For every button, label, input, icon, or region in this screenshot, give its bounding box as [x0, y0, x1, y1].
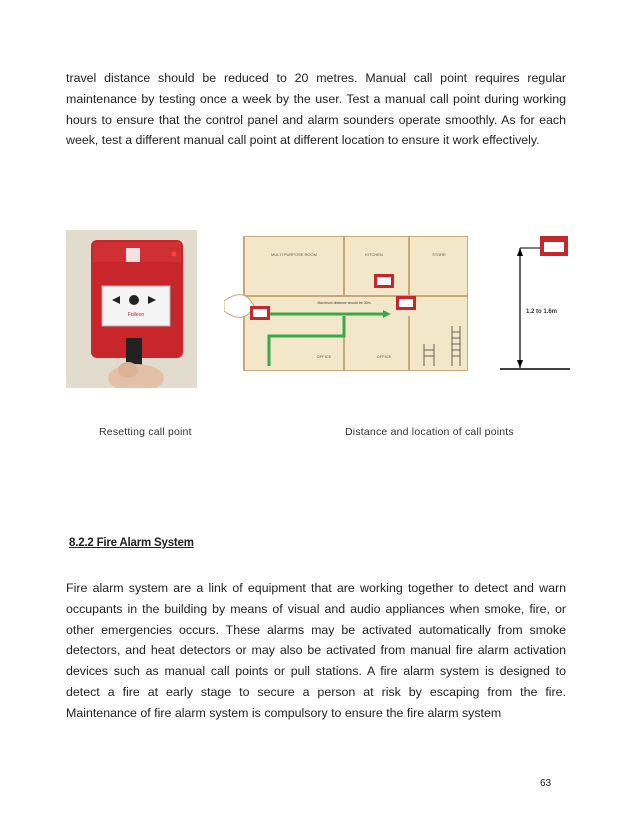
- room-label-office-1: OFFICE: [316, 354, 332, 359]
- photo-brand-text: Fulleon: [127, 312, 145, 318]
- page-number: 63: [540, 778, 552, 789]
- photo-caption: Resetting call point: [99, 426, 192, 438]
- mounting-height-diagram: [500, 236, 570, 371]
- room-label-office-2: OFFICE: [376, 354, 392, 359]
- room-label-multi-purpose: MULTI PURPOSE ROOM: [271, 252, 317, 257]
- body-paragraph-2: Fire alarm system are a link of equipment that are working together to detect and warn occupants in the building by means of visual and audio appliances when smoke, fire, or other emergencies occurs. These alarms may be activated automatically from smoke detectors, and heat detectors or may also be activated from manual fire alarm activation devices such as manual call points or pull stations. A fire alarm system is designed to detect a fire at early stage to secure a person at risk by escaping from the fire. Maintenance of fire alarm system is compulsory to ensure the fire alarm system: [66, 581, 566, 720]
- height-label: 1.2 to 1.6m: [526, 309, 558, 315]
- call-point-photo: [66, 230, 197, 388]
- body-paragraph-1: travel distance should be reduced to 20 metres. Manual call point requires regular maintenance by testing once a week by the user. Test a manual call point during working hours to ensure that the control panel and alarm sounders operate smoothly. As for each week, test a different manual call point at different location to ensure it work effectively.: [66, 71, 566, 148]
- plan-distance-note: Maximum distance should be 30m: [317, 301, 371, 305]
- room-label-kitchen: KITCHEN: [365, 252, 383, 257]
- room-label-store: STORE: [432, 252, 446, 257]
- floor-plan-diagram: [224, 236, 468, 371]
- plan-caption: Distance and location of call points: [345, 426, 514, 438]
- section-heading: 8.2.2 Fire Alarm System: [69, 537, 194, 549]
